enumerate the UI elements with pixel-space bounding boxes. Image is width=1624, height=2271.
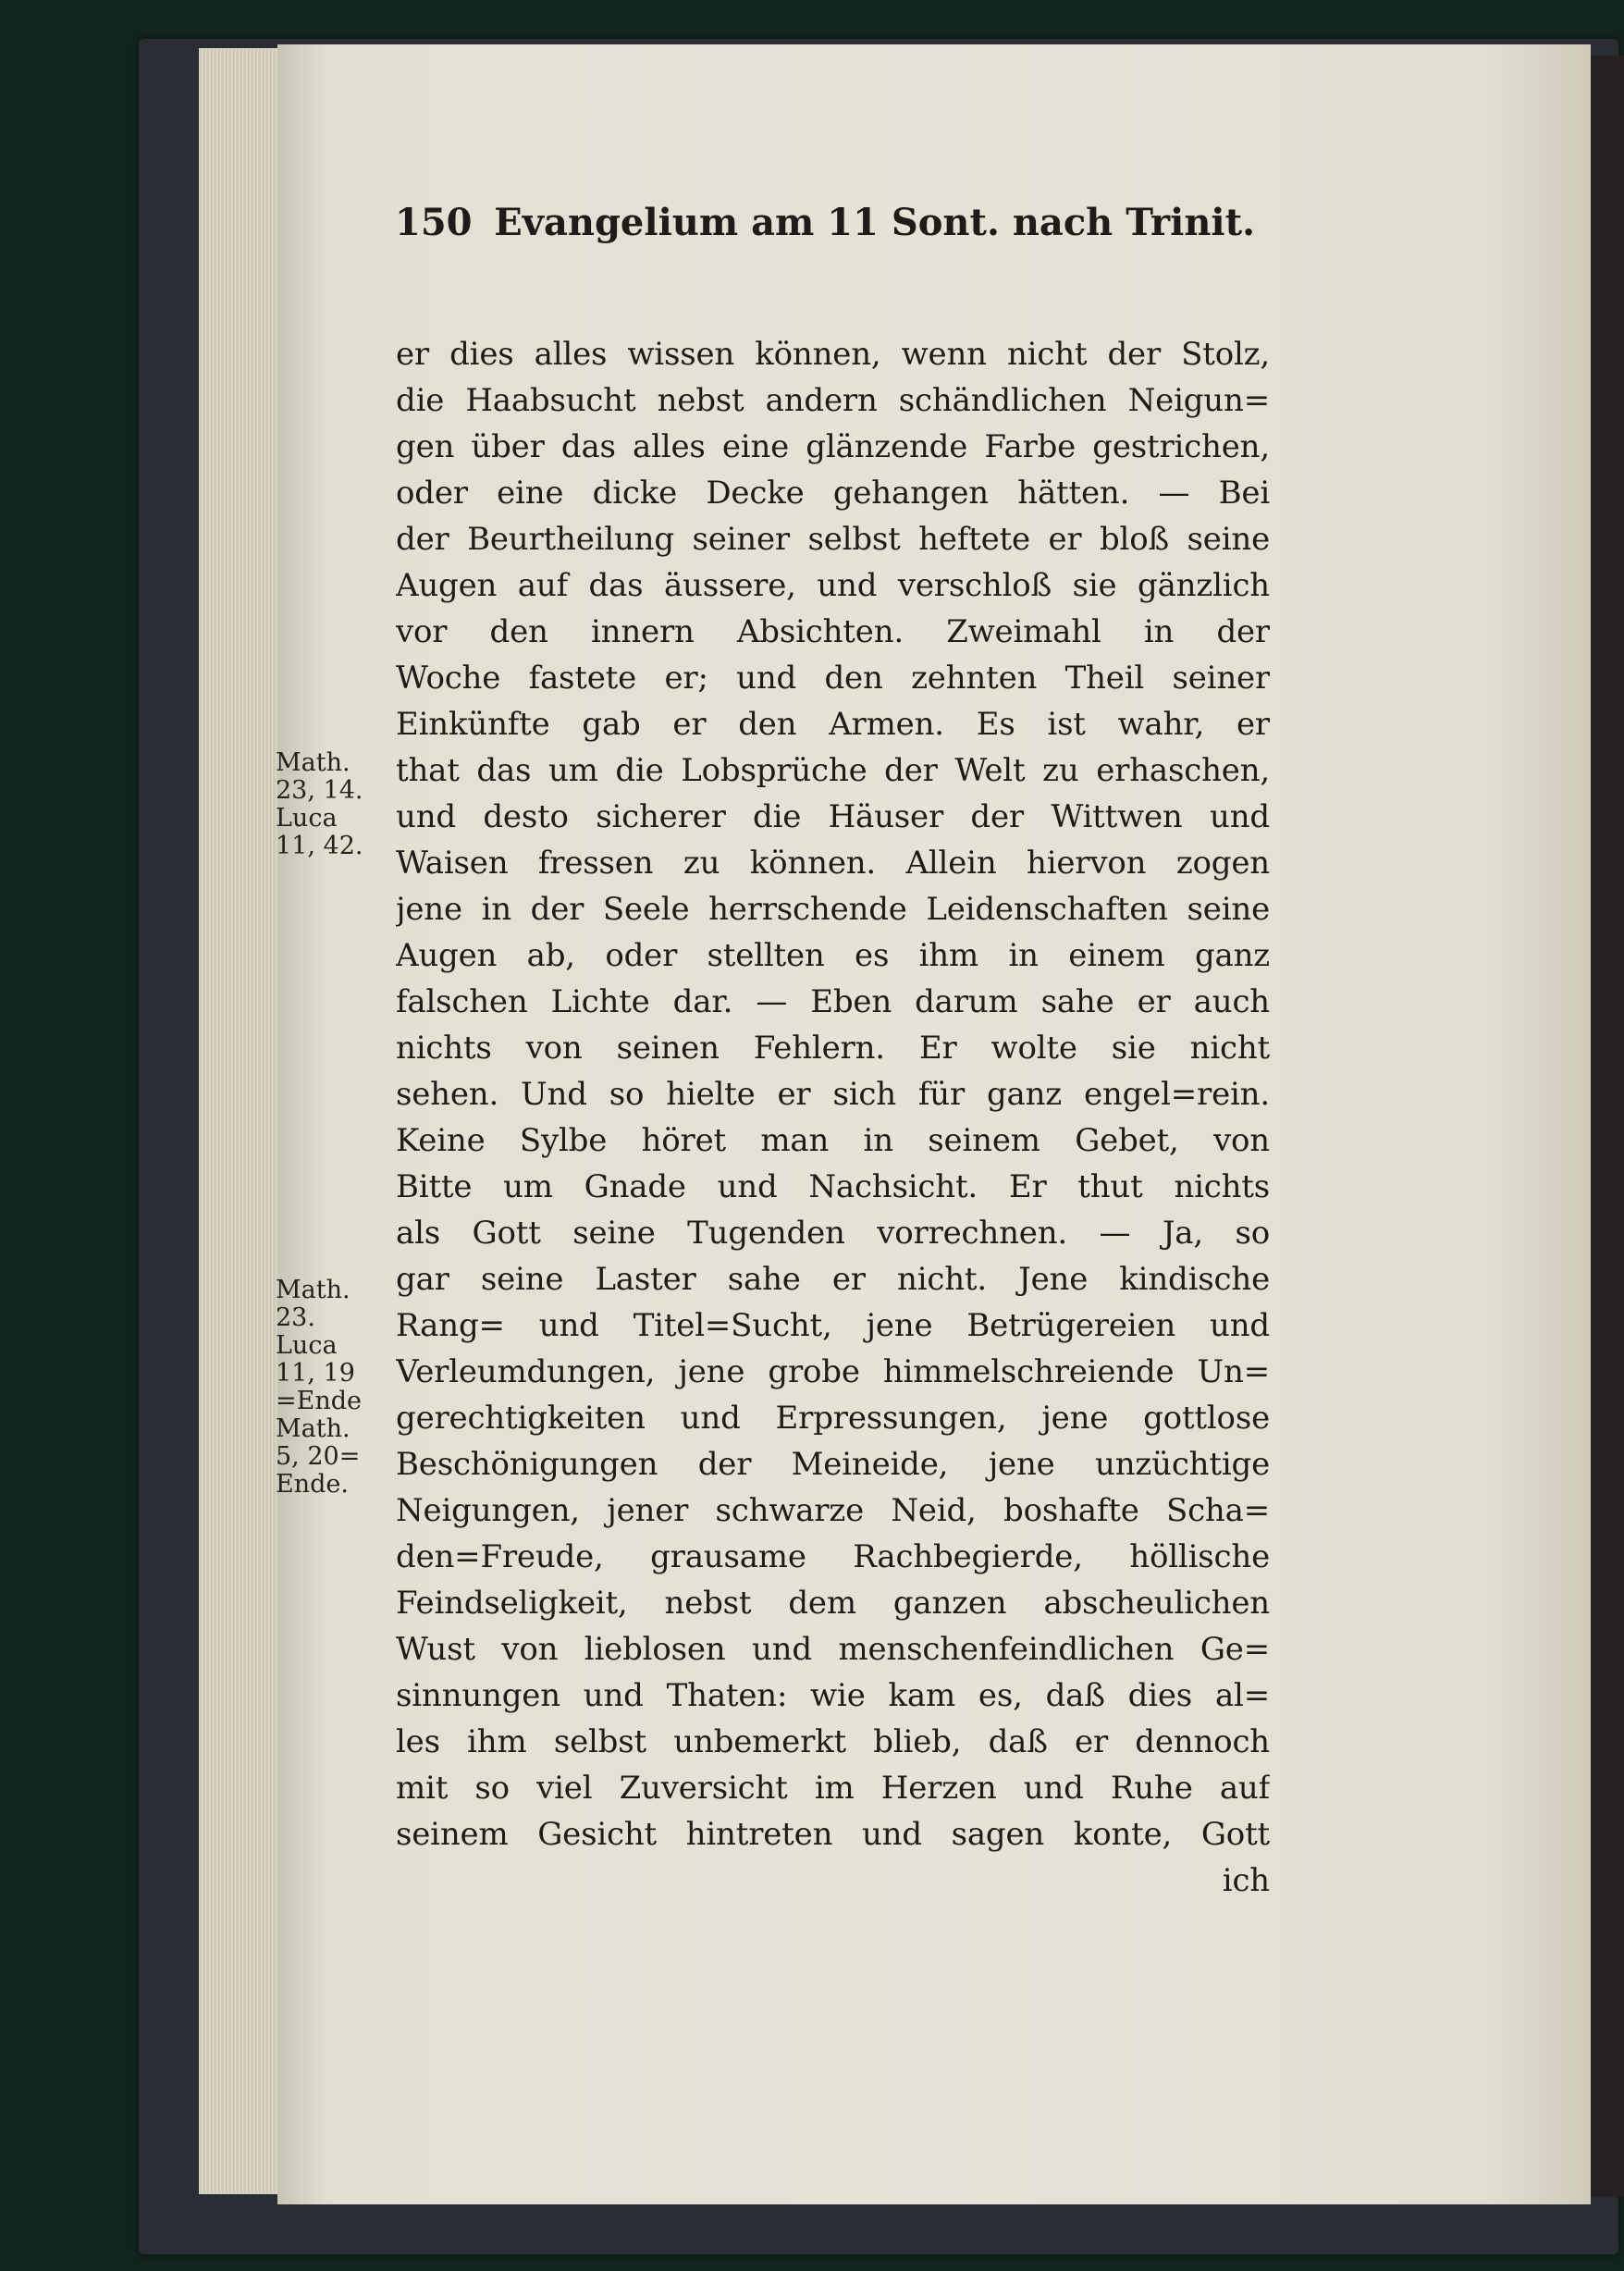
- facing-page-edge: [1589, 56, 1624, 2197]
- text-line: Keine Sylbe höret man in seinem Gebet, von: [396, 1122, 1270, 1159]
- page-edges: [199, 48, 282, 2194]
- text-line: les ihm selbst unbemerkt blieb, daß er dennoch: [396, 1723, 1270, 1760]
- text-line: Einkünfte gab er den Armen. Es ist wahr, er: [396, 706, 1270, 743]
- margin-note-line: 11, 42.: [276, 832, 363, 860]
- body-text: [396, 331, 1270, 1904]
- text-line: er dies alles wissen können, wenn nicht der Stolz,: [396, 336, 1270, 373]
- page-header: [395, 190, 1255, 254]
- text-line: jene in der Seele herrschende Leidenschaften seine: [396, 891, 1270, 928]
- text-line: Woche fastete er; und den zehnten Theil seiner: [396, 660, 1270, 697]
- margin-note-line: 5, 20=: [276, 1442, 361, 1471]
- margin-note-line: Math.: [276, 1414, 351, 1443]
- margin-note-line: 23, 14.: [276, 776, 363, 805]
- text-line: Rang= und Titel=Sucht, jene Betrügereien und: [396, 1307, 1270, 1344]
- catchword: ich: [1222, 1862, 1270, 1899]
- text-line: Feindseligkeit, nebst dem ganzen abscheulichen: [396, 1585, 1270, 1622]
- text-line: falschen Lichte dar. — Eben darum sahe er auch: [396, 983, 1270, 1020]
- text-line: mit so viel Zuversicht im Herzen und Ruhe auf: [396, 1770, 1270, 1807]
- text-line: Waisen fressen zu können. Allein hiervon zogen: [396, 845, 1270, 882]
- text-line: Beschönigungen der Meineide, jene unzüchtige: [396, 1446, 1270, 1483]
- text-line: den=Freude, grausame Rachbegierde, höllische: [396, 1538, 1270, 1575]
- margin-note-line: 23.: [276, 1303, 315, 1332]
- text-line: Augen auf das äussere, und verschloß sie gänzlich: [396, 567, 1270, 604]
- margin-note-line: Luca: [276, 804, 338, 833]
- margin-note-line: 11, 19: [276, 1359, 355, 1388]
- text-line: und desto sicherer die Häuser der Wittwen und: [396, 798, 1270, 835]
- text-line: vor den innern Absichten. Zweimahl in der: [396, 613, 1270, 650]
- text-line: oder eine dicke Decke gehangen hätten. — Bei: [396, 475, 1270, 512]
- text-line: sehen. Und so hielte er sich für ganz engel=rein.: [396, 1076, 1270, 1113]
- margin-note-line: Luca: [276, 1331, 338, 1360]
- margin-note-1: [276, 749, 363, 860]
- margin-note-line: Math.: [276, 748, 351, 777]
- text-line: gerechtigkeiten und Erpressungen, jene gottlose: [396, 1400, 1270, 1437]
- text-line: gar seine Laster sahe er nicht. Jene kindische: [396, 1261, 1270, 1298]
- text-line: Bitte um Gnade und Nachsicht. Er thut nichts: [396, 1168, 1270, 1205]
- text-line: Verleumdungen, jene grobe himmelschreiende Un=: [396, 1353, 1270, 1390]
- text-line: Neigungen, jener schwarze Neid, boshafte Scha=: [396, 1492, 1270, 1529]
- text-line: sinnungen und Thaten: wie kam es, daß dies al=: [396, 1677, 1270, 1714]
- margin-note-line: Math.: [276, 1276, 351, 1304]
- text-line: Augen ab, oder stellten es ihm in einem ganz: [396, 937, 1270, 974]
- text-line: nichts von seinen Fehlern. Er wolte sie nicht: [396, 1030, 1270, 1067]
- margin-note-line: =Ende: [276, 1387, 362, 1415]
- margin-note-2: [276, 1277, 362, 1499]
- text-line: als Gott seine Tugenden vorrechnen. — Ja, so: [396, 1215, 1270, 1252]
- text-line: that das um die Lobsprüche der Welt zu erhaschen,: [396, 752, 1270, 789]
- text-line: die Haabsucht nebst andern schändlichen Neigun=: [396, 382, 1270, 419]
- page-number: 150: [395, 200, 473, 244]
- text-line: der Beurtheilung seiner selbst heftete er bloß seine: [396, 521, 1270, 558]
- running-title: Evangelium am 11 Sont. nach Trinit.: [494, 200, 1255, 244]
- text-line: seinem Gesicht hintreten und sagen konte, Gott: [396, 1816, 1270, 1853]
- margin-note-line: Ende.: [276, 1470, 349, 1499]
- text-line: Wust von lieblosen und menschenfeindlichen Ge=: [396, 1631, 1270, 1668]
- text-line: gen über das alles eine glänzende Farbe gestrichen,: [396, 428, 1270, 465]
